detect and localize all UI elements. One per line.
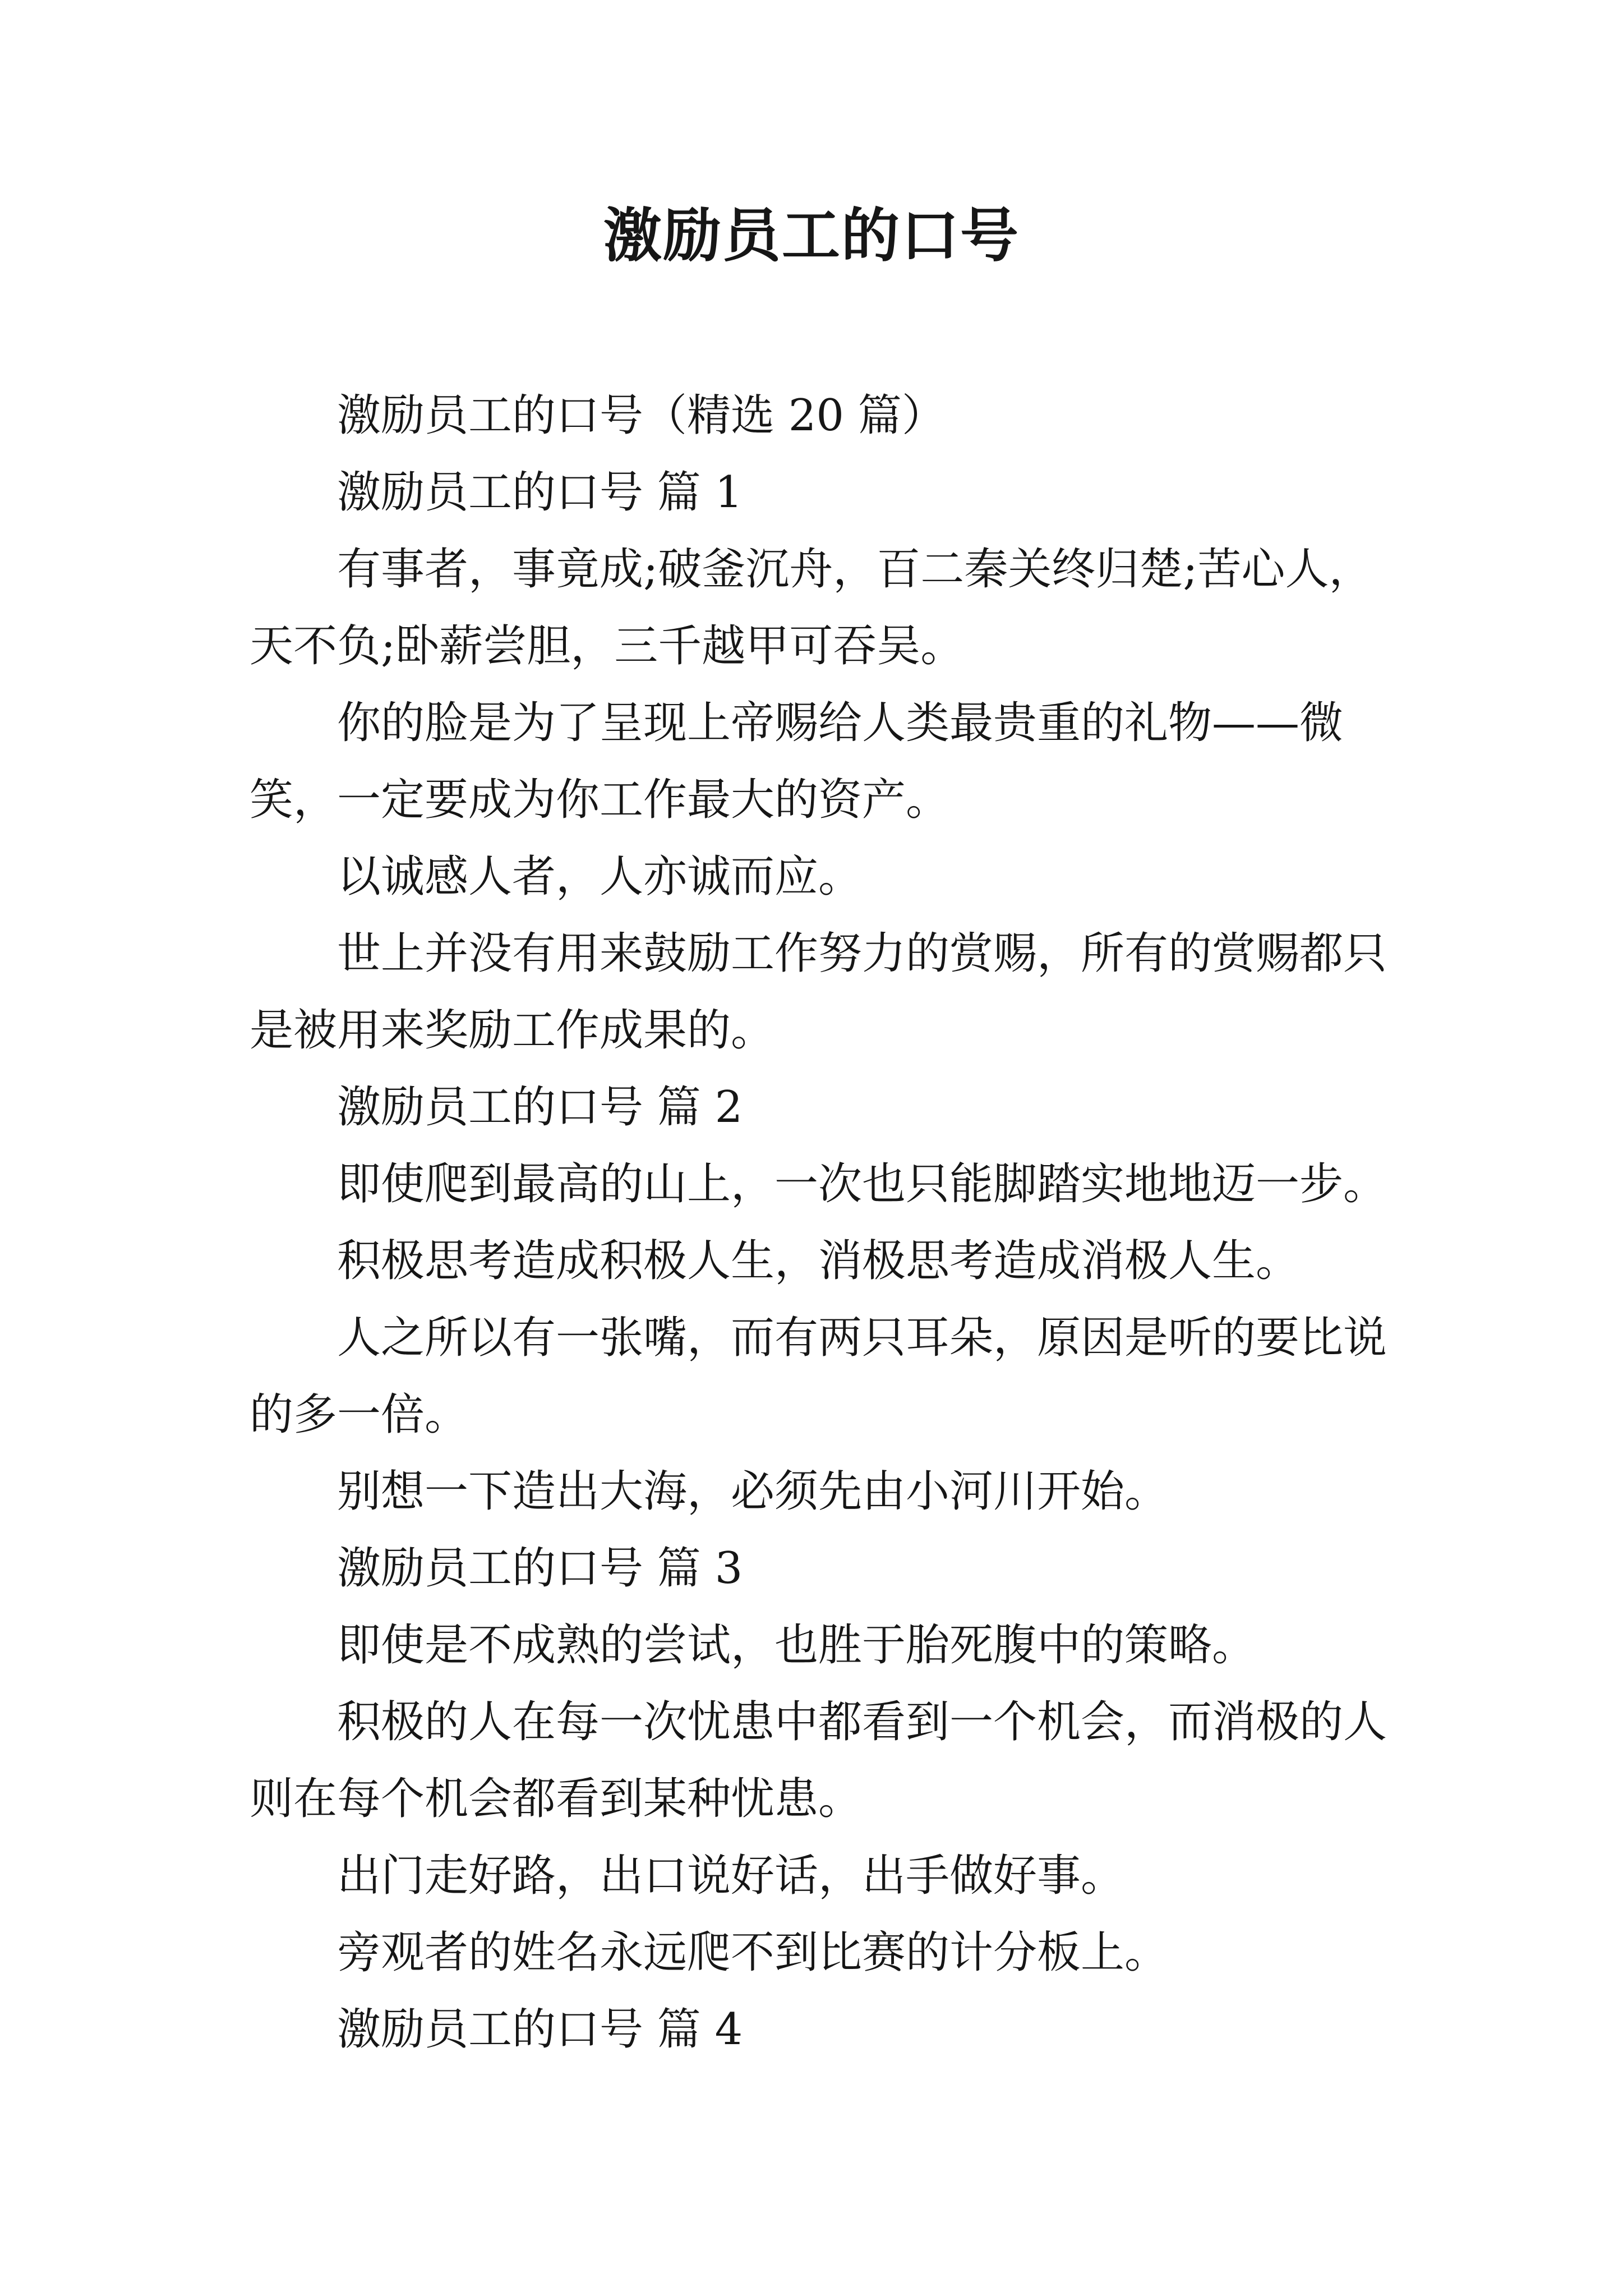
paragraph-line: 笑，一定要成为你工作最大的资产。 [250,775,950,825]
paragraph-line: 出门走好路，出口说好话，出手做好事。 [337,1851,1125,1901]
document-title: 激励员工的口号 [603,201,1020,270]
paragraph-line: 则在每个机会都看到某种忧患。 [250,1774,863,1824]
paragraph [250,531,1416,685]
paragraph-line: 积极思考造成积极人生，消极思考造成消极人生。 [337,1236,1300,1286]
section-heading-4 [250,1991,1416,2068]
paragraph-line: 你的脸是为了呈现上帝赐给人类最贵重的礼物——微 [337,698,1344,748]
paragraph-line: 以诚感人者，人亦诚而应。 [337,852,863,902]
paragraph [250,1838,1416,1915]
paragraph [250,1146,1416,1223]
section-heading-1 [250,454,1416,531]
paragraph [250,1607,1416,1684]
document-subtitle [250,378,1416,454]
section-heading-text: 激励员工的口号 篇 2 [337,1082,743,1133]
paragraph-line: 人之所以有一张嘴，而有两只耳朵，原因是听的要比说 [337,1313,1387,1363]
paragraph [250,1684,1416,1838]
section-heading-text: 激励员工的口号 篇 4 [337,2004,743,2055]
paragraph-line: 天不负;卧薪尝胆，三千越甲可吞吴。 [250,621,965,671]
paragraph-line: 即使爬到最高的山上，一次也只能脚踏实地地迈一步。 [337,1159,1387,1209]
paragraph [250,1223,1416,1300]
paragraph-line: 旁观者的姓名永远爬不到比赛的计分板上。 [337,1927,1169,1978]
section-heading-2 [250,1069,1416,1146]
paragraph-line: 别想一下造出大海，必须先由小河川开始。 [337,1466,1169,1517]
paragraph-line: 积极的人在每一次忧患中都看到一个机会，而消极的人 [337,1697,1387,1747]
section-heading-text: 激励员工的口号 篇 1 [337,467,743,518]
paragraph [250,685,1416,839]
paragraph [250,1915,1416,1991]
paragraph [250,1300,1416,1453]
paragraph-line: 激励员工的口号（精选 20 篇） [337,390,946,441]
document-body [250,378,1416,2068]
paragraph [250,915,1416,1069]
paragraph-line: 是被用来奖励工作成果的。 [250,1005,775,1056]
paragraph-line: 即使是不成熟的尝试，也胜于胎死腹中的策略。 [337,1620,1256,1671]
paragraph-line: 的多一倍。 [250,1389,469,1440]
section-heading-3 [250,1530,1416,1607]
section-heading-text: 激励员工的口号 篇 3 [337,1543,743,1594]
paragraph-line: 世上并没有用来鼓励工作努力的赏赐，所有的赏赐都只 [337,928,1387,979]
paragraph [250,1453,1416,1530]
paragraph [250,839,1416,915]
paragraph-line: 有事者，事竟成;破釜沉舟，百二秦关终归楚;苦心人， [337,544,1373,595]
